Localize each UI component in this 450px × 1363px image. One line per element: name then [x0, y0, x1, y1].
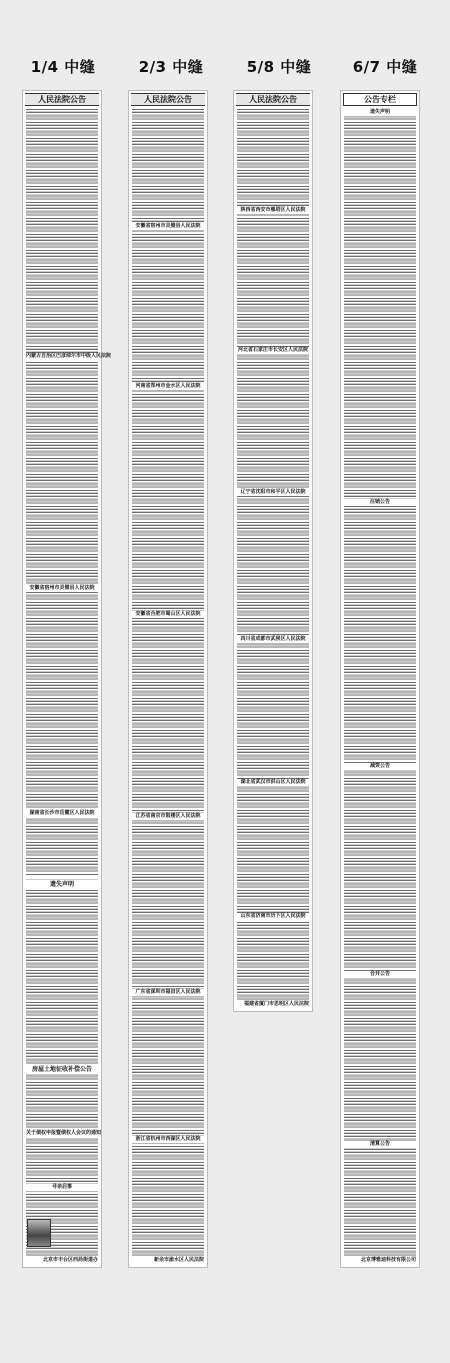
- newspaper-column-3: [233, 90, 313, 1012]
- notice-heading: 河北省石家庄市长安区人民法院: [237, 347, 308, 353]
- notice-heading: 四川省成都市武侯区人民法院: [237, 636, 309, 643]
- notice-heading: 减资公告: [344, 763, 416, 770]
- column-title: 公告专栏: [343, 93, 417, 106]
- notice-heading: 寻亲启事: [26, 1184, 98, 1191]
- notice-heading: 安徽省宿州市灵璧县人民法院: [26, 585, 98, 592]
- notice-heading: 辽宁省沈阳市和平区人民法院: [237, 489, 309, 496]
- column-header-4: 6/7 中缝: [352, 58, 418, 76]
- notice-heading: 广东省深圳市福田区人民法院: [132, 989, 204, 996]
- notice-heading: 山东省济南市历下区人民法院: [237, 913, 309, 920]
- column-title: 人民法院公告: [236, 93, 310, 106]
- column-title: 人民法院公告: [25, 93, 99, 106]
- section-break: [26, 876, 98, 879]
- notice-heading: 房屋土地征收补偿公告: [26, 1065, 98, 1074]
- notice-heading: 安徽省宿州市灵璧县人民法院: [132, 223, 204, 230]
- column-body-text: [132, 109, 204, 1264]
- notice-heading: 湖北省武汉市洪山区人民法院: [237, 779, 309, 786]
- notice-heading: 遗失声明: [344, 109, 416, 116]
- notice-heading: 内蒙古自治区巴彦淖尔市中级人民法院: [26, 353, 112, 359]
- column-header-3: 5/8 中缝: [246, 58, 312, 76]
- column-header-2: 2/3 中缝: [138, 58, 204, 76]
- notice-signature: 北京博雅迪科技有限公司: [344, 1257, 416, 1264]
- notice-heading: 合并公告: [344, 971, 416, 978]
- notice-heading: 河南省郑州市金水区人民法院: [132, 383, 204, 390]
- newspaper-column-4: [340, 90, 420, 1268]
- newspaper-column-2: [128, 90, 208, 1268]
- notice-heading: 遗失声明: [26, 880, 98, 889]
- notice-heading: 安徽省合肥市蜀山区人民法院: [132, 611, 204, 618]
- notice-heading: 清算公告: [344, 1141, 416, 1148]
- column-body-text: [344, 109, 416, 1264]
- column-title: 人民法院公告: [131, 93, 205, 106]
- notice-heading: 湖南省长沙市岳麓区人民法院: [26, 810, 98, 817]
- notice-signature: 新余市渝水区人民法院: [132, 1257, 204, 1264]
- notice-heading: 江苏省南京市鼓楼区人民法院: [132, 813, 204, 820]
- notice-heading: 关于债权申报暨债权人会议的通知: [26, 1130, 102, 1136]
- notice-heading: 浙江省杭州市西湖区人民法院: [132, 1136, 204, 1143]
- column-header-1: 1/4 中缝: [30, 58, 96, 76]
- notice-signature: 福建省厦门市思明区人民法院: [237, 1001, 309, 1008]
- missing-person-photo: [27, 1219, 51, 1247]
- notice-signature: 北京市丰台区西局街道办: [26, 1257, 98, 1264]
- column-body-text: [26, 109, 112, 1264]
- newspaper-column-1: [22, 90, 112, 1268]
- notice-heading: 注销公告: [344, 499, 416, 506]
- column-body-text: [237, 109, 309, 1008]
- notice-heading: 陕西省西安市雁塔区人民法院: [237, 207, 309, 214]
